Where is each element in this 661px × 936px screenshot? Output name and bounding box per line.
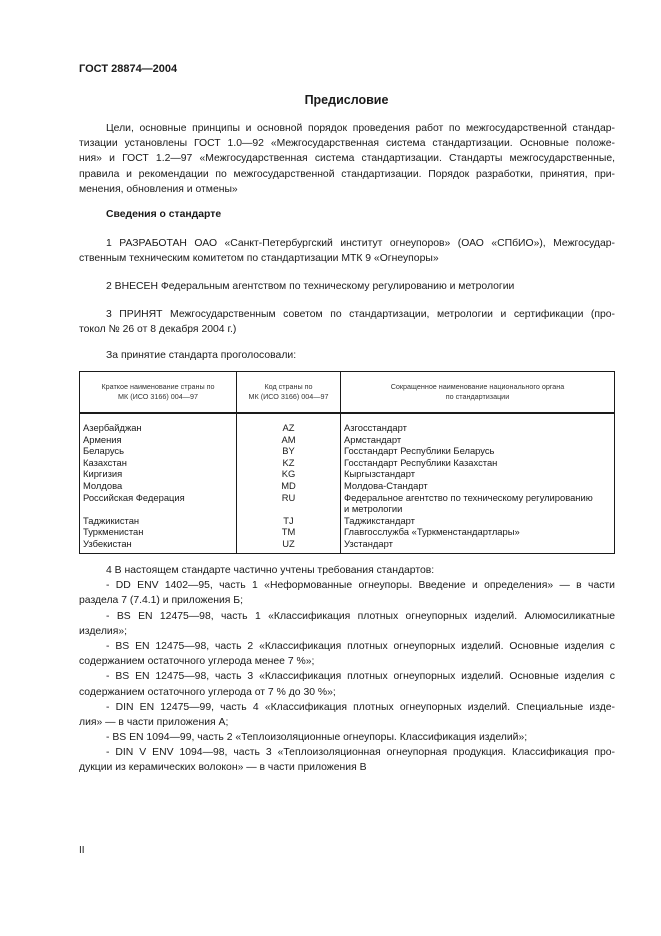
- page-number: II: [79, 845, 85, 856]
- item-4-line: - BS EN 12475—98, часть 1 «Классификация плотных огнеупорных изделий. Алюмосиликатные: [106, 610, 615, 622]
- header-body: Сокращенное наименование национального органа по стандартизации: [341, 372, 615, 414]
- item-4-line: - DD ENV 1402—95, часть 1 «Неформованные огнеупоры. Введение и определения» — в части: [106, 580, 615, 592]
- standard-code: ГОСТ 28874—2004: [79, 63, 178, 75]
- intro-line: менения, обновления и отмены»: [79, 183, 238, 195]
- item-4-line: содержанием остаточного углерода от 7 % до 30 %»;: [79, 686, 336, 698]
- voted-label-text: За принятие стандарта проголосовали:: [106, 350, 297, 361]
- table-row: Узбекистан UZ Узстандарт: [80, 538, 615, 553]
- item-2-line: 2 ВНЕСЕН Федеральным агентством по техническому регулированию и метрологии: [106, 281, 515, 292]
- section-heading-text: Сведения о стандарте: [106, 209, 222, 220]
- item-4-line: - DIN V ENV 1094—98, часть 3 «Теплоизоляционная огнеупорная продукция. Классификация про-: [106, 747, 615, 759]
- item-4-line: - DIN EN 12475—99, часть 4 «Классификация плотных огнеупорных изделий. Специальные изде-: [106, 701, 615, 713]
- section-heading: [79, 207, 615, 222]
- item-3-line: 3 ПРИНЯТ Межгосударственным советом по стандартизации, метрологии и сертификации (про-: [106, 309, 615, 320]
- table-header-row: [80, 372, 615, 414]
- item-4-line: лия» — в части приложения А;: [79, 716, 229, 728]
- table-row: Азербайджан AZ Азгосстандарт: [80, 422, 615, 434]
- table-row: Казахстан KZ Госстандарт Республики Казахстан: [80, 457, 615, 469]
- table-row: Армения AM Армстандарт: [80, 434, 615, 446]
- item-3-line: токол № 26 от 8 декабря 2004 г.): [79, 324, 237, 336]
- item-1: [79, 236, 615, 266]
- item-3: [79, 307, 615, 337]
- item-1-line: 1 РАЗРАБОТАН ОАО «Санкт-Петербургский институт огнеупоров» (ОАО «СПбИО»), Межгосудар-: [106, 238, 615, 249]
- intro-line: ния» и ГОСТ 1.2—97 «Межгосударственная система стандартизации. Стандарты межгосударственные,: [79, 153, 615, 165]
- item-2: [79, 279, 615, 294]
- item-4-line: изделия»;: [79, 625, 127, 637]
- voting-table: [79, 371, 615, 554]
- item-4-line: содержанием остаточного углерода менее 7 %»;: [79, 656, 315, 668]
- item-4-line: - BS EN 12475—98, часть 2 «Классификация плотных огнеупорных изделий. Основные изделия с: [106, 640, 615, 652]
- table-row: Киргизия KG Кыргызстандарт: [80, 468, 615, 480]
- intro-line: правила и рекомендации по межгосударственной стандартизации. Порядок разработки, принятия, при-: [79, 168, 615, 180]
- table-row: Туркменистан TM Главгосслужба «Туркменстандартлары»: [80, 526, 615, 538]
- table-row: Российская Федерация RU Федеральное агентство по техническому регулированию и метрологии: [80, 492, 615, 515]
- intro-line: Цели, основные принципы и основной порядок проведения работ по межгосударственной стандар-: [106, 123, 615, 134]
- table-row: Таджикистан TJ Таджикстандарт: [80, 515, 615, 527]
- voted-label: [79, 348, 615, 363]
- item-4-line: 4 В настоящем стандарте частично учтены требования стандартов:: [106, 565, 435, 576]
- intro-line: тизации установлены ГОСТ 1.0—92 «Межгосударственная система стандартизации. Основные положе-: [79, 138, 615, 150]
- table-row: Беларусь BY Госстандарт Республики Беларусь: [80, 445, 615, 457]
- item-4-line: - BS EN 12475—98, часть 3 «Классификация плотных огнеупорных изделий. Основные изделия с: [106, 671, 615, 683]
- table-row: Молдова MD Молдова-Стандарт: [80, 480, 615, 492]
- header-code: Код страны по МК (ИСО 3166) 004—97: [237, 372, 341, 414]
- item-4-line: - BS EN 1094—99, часть 2 «Теплоизоляционные огнеупоры. Классификация изделий»;: [106, 732, 528, 744]
- item-1-line: ственным техническим комитетом по стандартизации МТК 9 «Огнеупоры»: [79, 253, 439, 265]
- page-title: Предисловие: [304, 93, 389, 107]
- item-4-line: дукции из керамических волокон» — в части приложения В: [79, 762, 367, 774]
- intro-paragraph: [79, 121, 615, 197]
- header-country: Краткое наименование страны по МК (ИСО 3166) 004—97: [80, 372, 237, 414]
- item-4-line: раздела 7 (7.4.1) и приложения Б;: [79, 595, 244, 607]
- item-4: [79, 563, 615, 776]
